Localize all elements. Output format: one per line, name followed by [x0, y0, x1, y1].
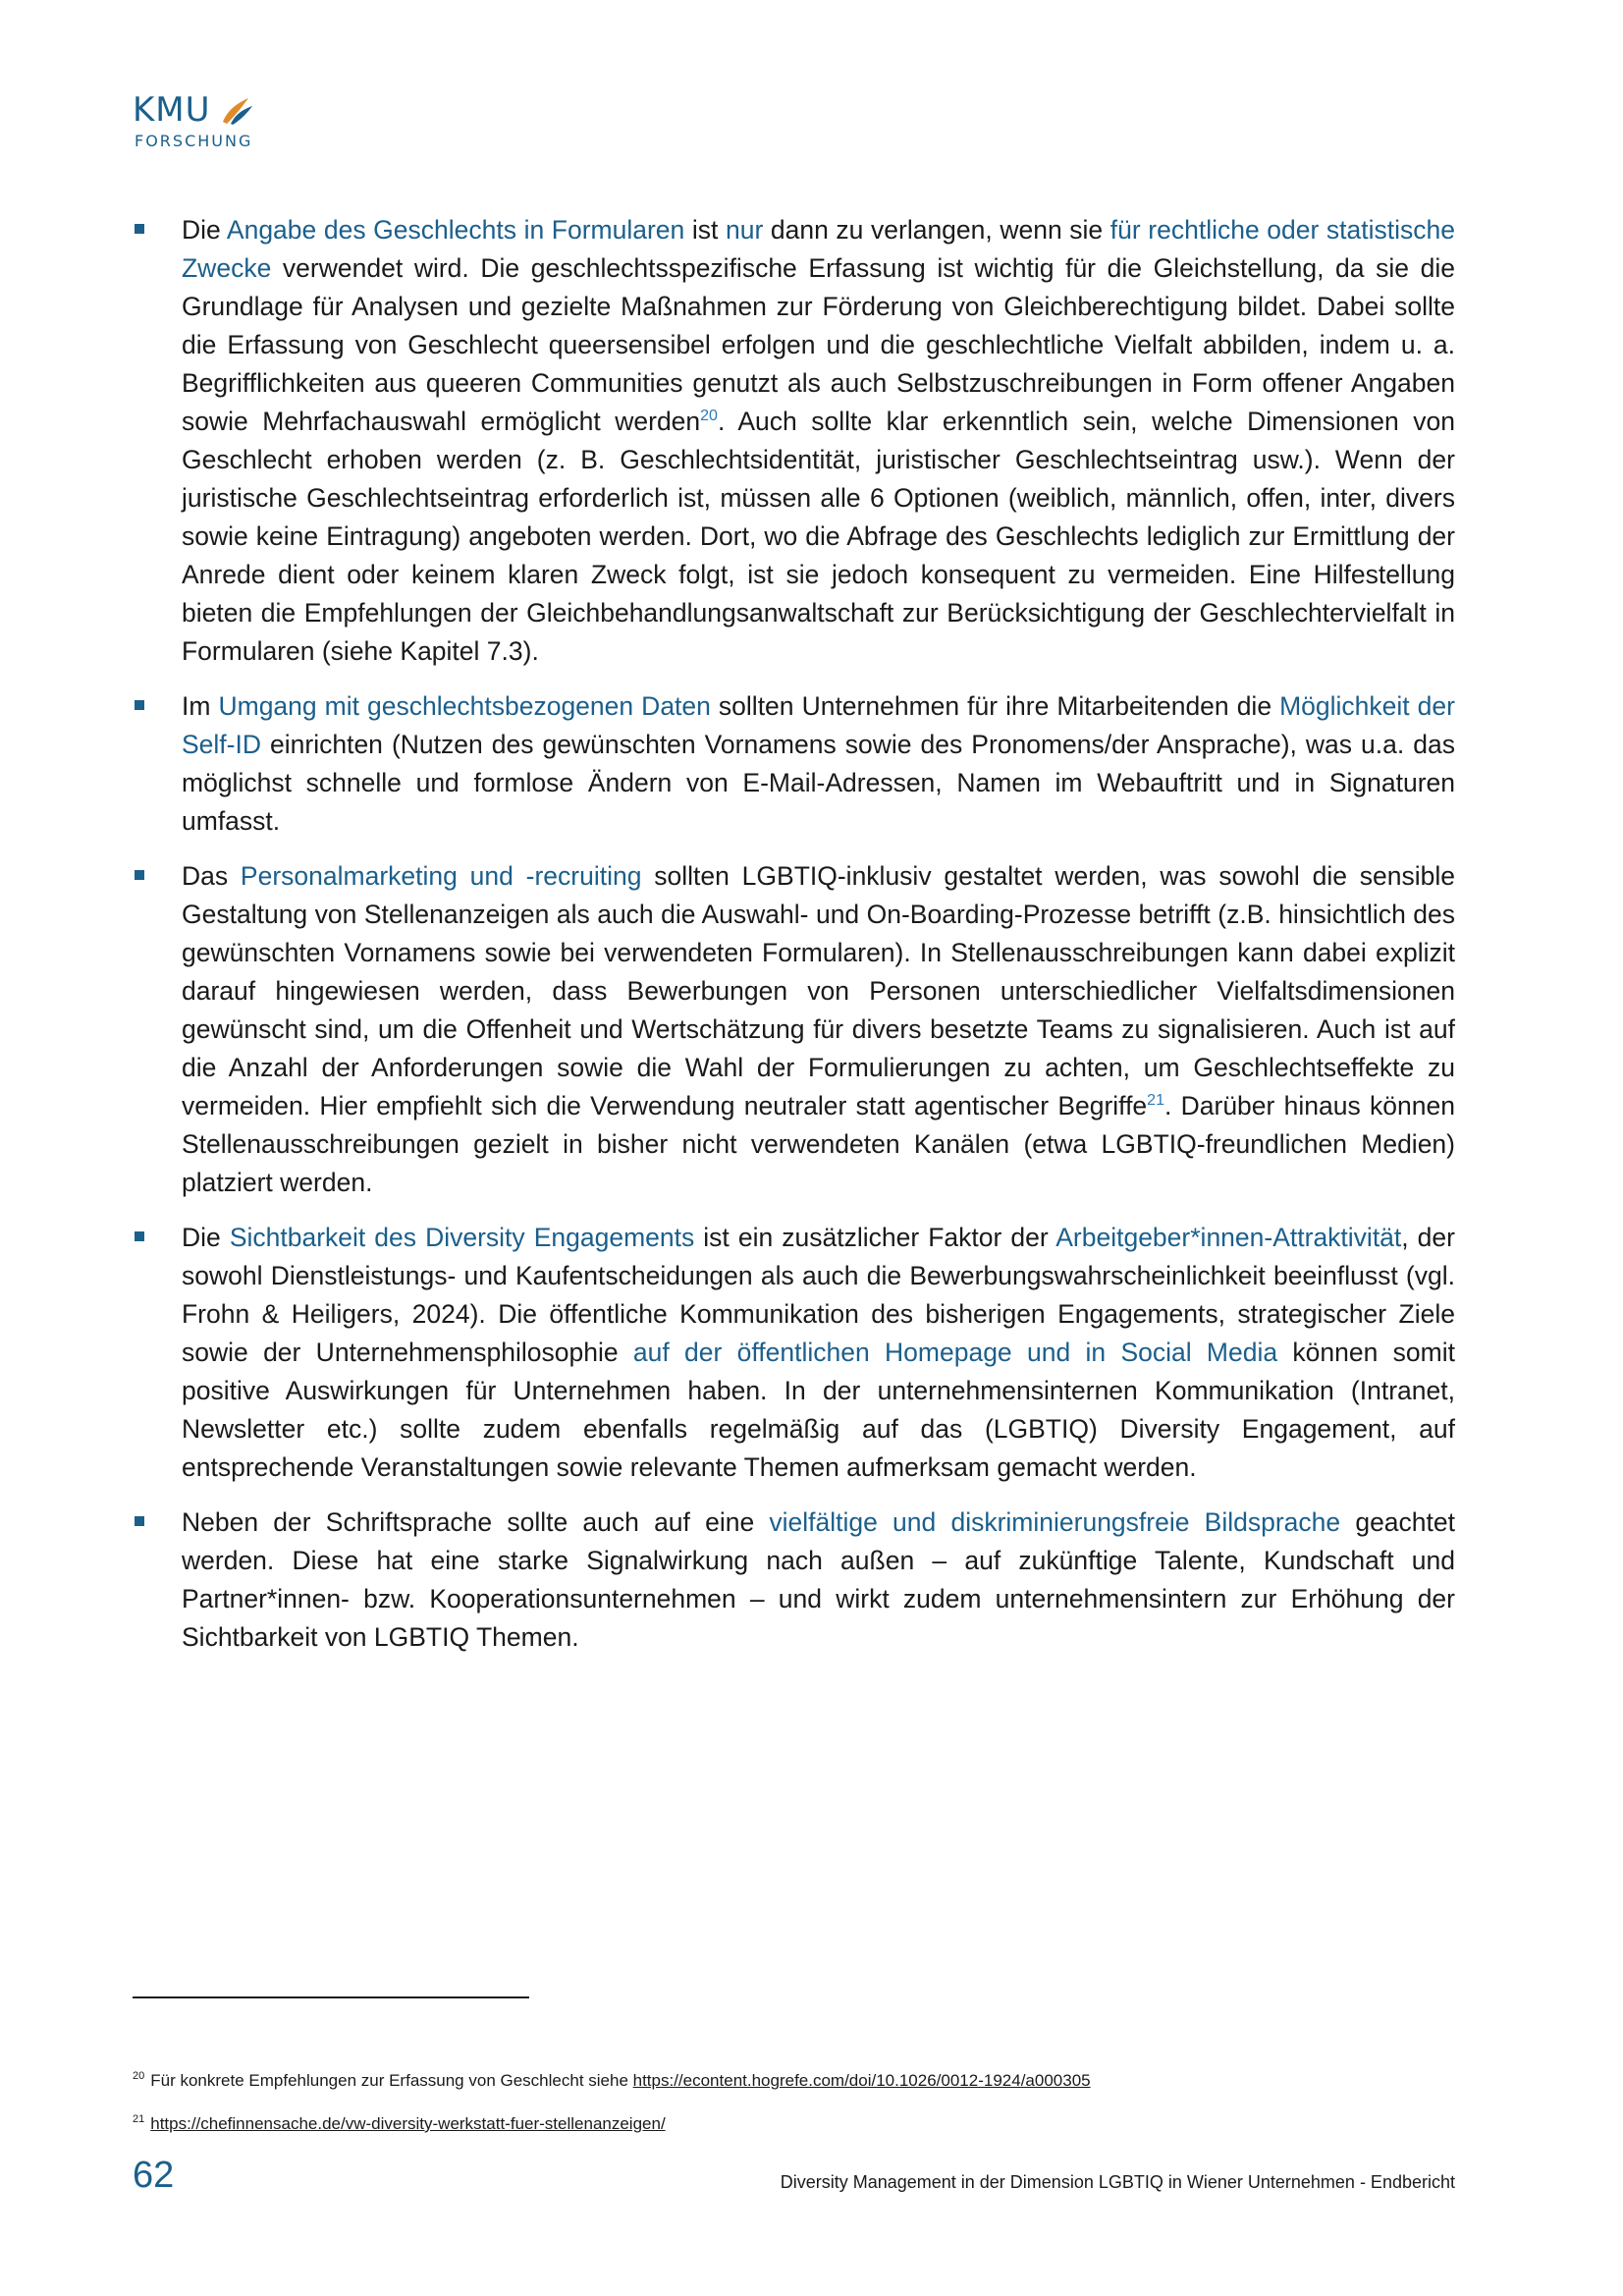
square-bullet-icon [135, 870, 144, 880]
logo-forschung-text: FORSCHUNG [135, 132, 253, 150]
highlighted-phrase: vielfältige und diskriminierungsfreie Bildsprache [769, 1507, 1341, 1537]
text-run: Das [182, 861, 241, 891]
text-run: . Darüber hinaus können Stellenausschreibungen gezielt in bisher nicht verwendeten Kanälen (etwa LGBTIQ-freundlichen Medien) platziert werden. [182, 1091, 1455, 1197]
text-run: dann zu verlangen, wenn sie [763, 215, 1110, 245]
text-run: Die [182, 215, 227, 245]
text-run: können somit positive Auswirkungen für Unternehmen haben. In der unternehmensinternen Kommunikation (Intranet, Newsletter etc.) sollte zudem ebenfalls regelmäßig auf das (LGBTIQ) Diversity Engagement, auf entsprechende Veranstaltungen sowie relevante Themen aufmerksam gemacht werden. [182, 1338, 1455, 1482]
text-run: geachtet werden. Diese hat eine starke Signalwirkung nach außen – auf zukünftige Talente, Kundschaft und Partner*innen- bzw. Kooperationsunternehmen – und wirkt zudem unternehmensintern zur Erhöhung der Sichtbarkeit von LGBTIQ Themen. [182, 1507, 1455, 1652]
footnote-reference[interactable]: 21 [1147, 1092, 1164, 1110]
footer-title: Diversity Management in der Dimension LGBTIQ in Wiener Unternehmen - Endbericht [780, 2172, 1455, 2192]
footnote-link[interactable]: https://chefinnensache.de/vw-diversity-werkstatt-fuer-stellenanzeigen/ [150, 2114, 666, 2133]
bullet-item-gender-data [133, 687, 1455, 841]
square-bullet-icon [135, 700, 144, 710]
footnote-number: 21 [133, 2113, 145, 2126]
text-run: sollten Unternehmen für ihre Mitarbeitenden die [710, 691, 1280, 721]
highlighted-phrase: Angabe des Geschlechts in Formularen [226, 215, 685, 245]
text-run: verwendet wird. Die geschlechtsspezifische Erfassung ist wichtig für die Gleichstellung, da sie die Grundlage für Analysen und gezielte Maßnahmen zur Förderung von Gleichberechtigung bildet. Dabei sollte die Erfassung von Geschlecht queersensibel erfolgen und die geschlechtliche Vielfalt abbilden, indem u. a. Begrifflichkeiten aus queeren Communities genutzt als auch Selbstzuschreibungen in Form offener Angaben sowie Mehrfachauswahl ermöglicht werden [182, 253, 1455, 436]
highlighted-phrase: für rechtliche oder statistische Zwecke [182, 215, 1455, 283]
highlighted-phrase: Umgang mit geschlechtsbezogenen Daten [218, 691, 711, 721]
leaf-logo-icon [219, 94, 254, 126]
square-bullet-icon [135, 1516, 144, 1526]
text-run: Die [182, 1223, 230, 1252]
text-run: Im [182, 691, 219, 721]
text-run: ist ein zusätzlicher Faktor der [694, 1223, 1056, 1252]
kmu-forschung-logo [133, 90, 270, 159]
text-run: . Auch sollte klar erkenntlich sein, welche Dimensionen von Geschlecht erhoben werden (z. B. Geschlechtsidentität, juristischer Geschlechtseintrag usw.). Wenn der juristische Geschlechtseintrag erforderlich ist, müssen alle 6 Optionen (weiblich, männlich, offen, inter, divers sowie keine Eintragung) angeboten werden. Dort, wo die Abfrage des Geschlechts lediglich zur Ermittlung der Anrede dient oder keinem klaren Zweck folgt, ist sie jedoch konsequent zu vermeiden. Eine Hilfestellung bieten die Empfehlungen der Gleichbehandlungsanwaltschaft zur Berücksichtigung der Geschlechtervielfalt in Formularen (siehe Kapitel 7.3). [182, 407, 1455, 666]
highlighted-phrase: Personalmarketing und -recruiting [240, 861, 642, 891]
page-number: 62 [133, 2155, 175, 2196]
bullet-item-recruiting [133, 857, 1455, 1202]
bullet-text [182, 687, 1455, 841]
square-bullet-icon [135, 1231, 144, 1241]
text-run: ist [684, 215, 726, 245]
bullet-item-imagery [133, 1503, 1455, 1657]
text-run: einrichten (Nutzen des gewünschten Vornamens sowie des Pronomens/der Ansprache), was u.a. das möglichst schnelle und formlose Ändern von E-Mail-Adressen, Namen im Webauftritt und in Signaturen umfasst. [182, 730, 1455, 836]
footnote-21 [133, 2113, 666, 2135]
bullet-item-visibility [133, 1219, 1455, 1487]
footnote-number: 20 [133, 2070, 145, 2083]
bullet-text [182, 211, 1455, 671]
footnote-link[interactable]: https://econtent.hogrefe.com/doi/10.1026/0012-1924/a000305 [632, 2071, 1091, 2090]
text-run: , der sowohl Dienstleistungs- und Kaufentscheidungen als auch die Bewerbungswahrscheinlichkeit beeinflusst (vgl. Frohn & Heiligers, 2024). Die öffentliche Kommunikation des bisherigen Engagements, strategischer Ziele sowie der Unternehmensphilosophie [182, 1223, 1455, 1367]
highlighted-phrase: Arbeitgeber*innen-Attraktivität [1055, 1223, 1402, 1252]
highlighted-phrase: Möglichkeit der Self-ID [182, 691, 1455, 759]
logo-kmu-text: KMU [133, 90, 211, 130]
footnote-20 [133, 2070, 1091, 2092]
bullet-item-gender-forms [133, 211, 1455, 671]
bullet-list [133, 211, 1455, 1673]
bullet-text [182, 857, 1455, 1202]
bullet-text [182, 1219, 1455, 1487]
text-run: sollten LGBTIQ-inklusiv gestaltet werden, was sowohl die sensible Gestaltung von Stellenanzeigen als auch die Auswahl- und On-Boarding-Prozesse betrifft (z.B. hinsichtlich des gewünschten Vornamens sowie bei verwendeten Formularen). In Stellenausschreibungen kann dabei explizit darauf hingewiesen werden, dass Bewerbungen von Personen unterschiedlicher Vielfaltsdimensionen gewünscht sind, um die Offenheit und Wertschätzung für divers besetzte Teams zu signalisieren. Auch ist auf die Anzahl der Anforderungen sowie die Wahl der Formulierungen zu achten, um Geschlechtseffekte zu vermeiden. Hier empfiehlt sich die Verwendung neutraler statt agentischer Begriffe [182, 861, 1455, 1121]
text-run: Neben der Schriftsprache sollte auch auf eine [182, 1507, 770, 1537]
footnote-reference[interactable]: 20 [700, 408, 718, 425]
square-bullet-icon [135, 224, 144, 234]
footnote-separator [133, 1996, 529, 1998]
bullet-text [182, 1503, 1455, 1657]
footnote-text: Für konkrete Empfehlungen zur Erfassung von Geschlecht siehe [150, 2071, 633, 2090]
highlighted-phrase: auf der öffentlichen Homepage und in Social Media [632, 1338, 1278, 1367]
highlighted-phrase: nur [725, 215, 764, 245]
highlighted-phrase: Sichtbarkeit des Diversity Engagements [229, 1223, 695, 1252]
